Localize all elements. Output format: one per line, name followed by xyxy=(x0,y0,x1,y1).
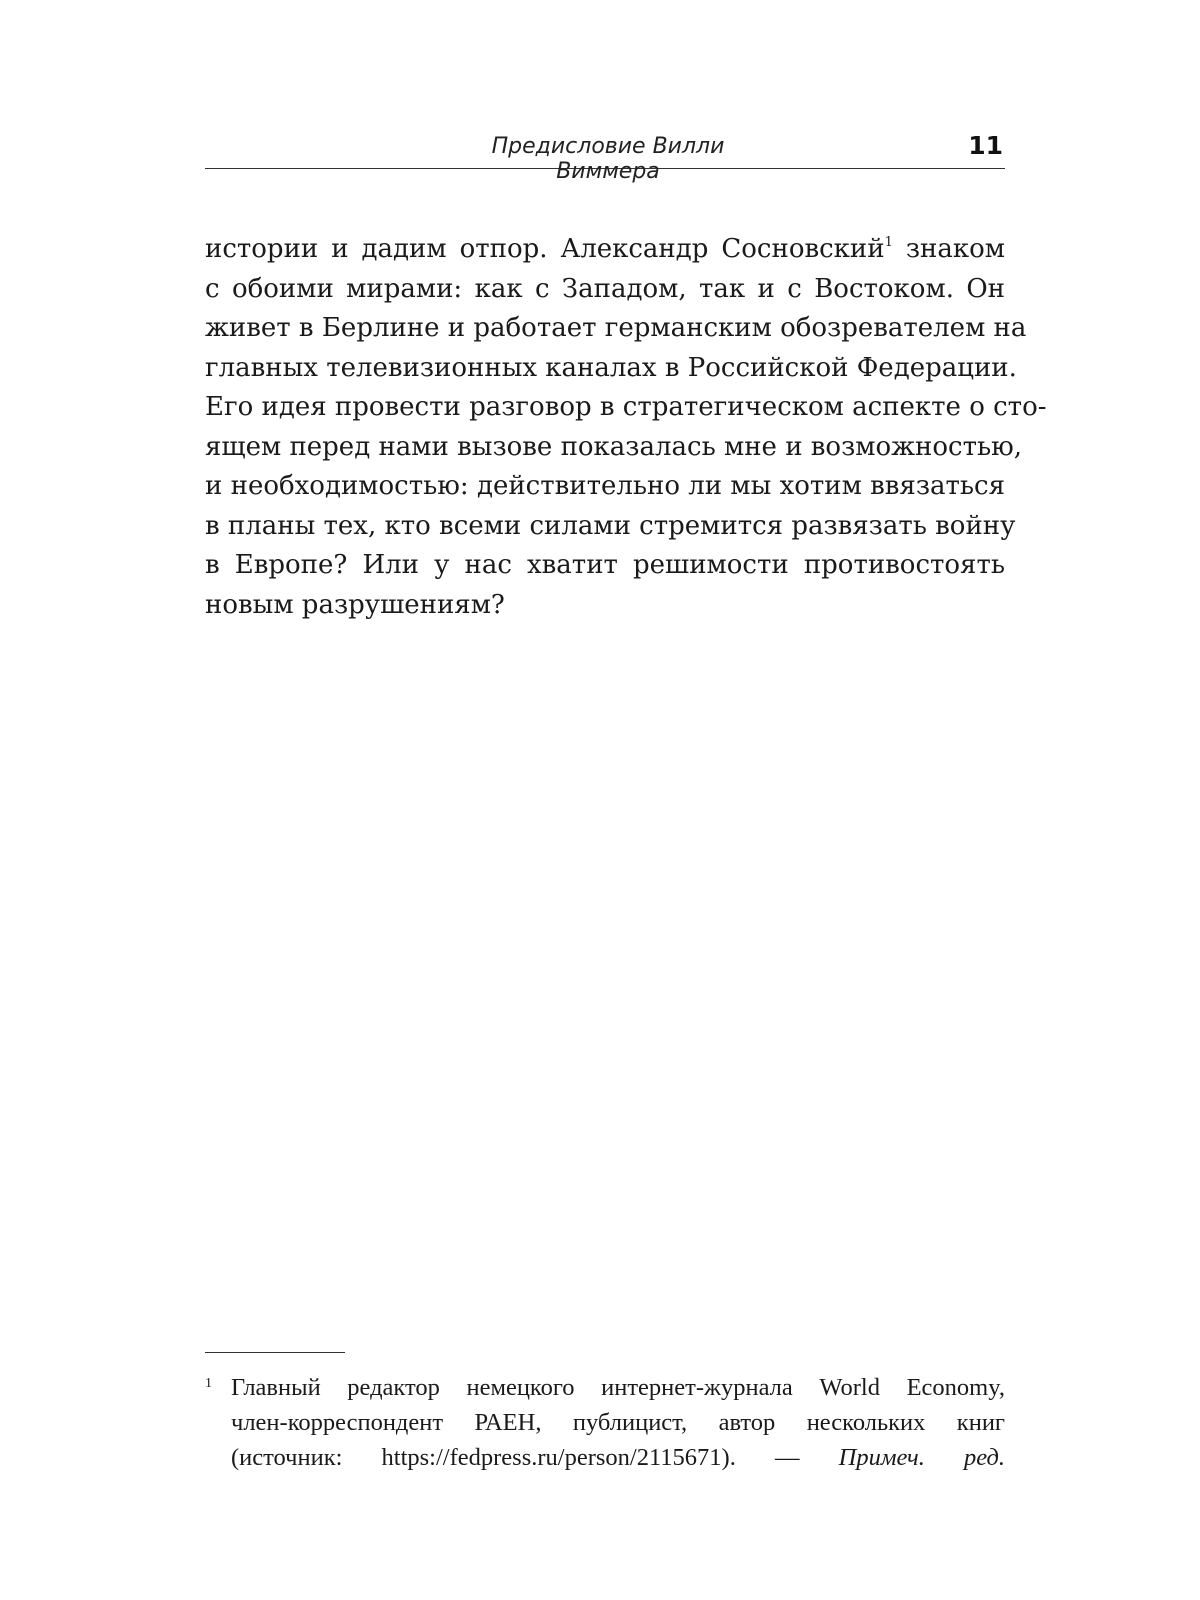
running-head xyxy=(205,128,1005,184)
body-line: главных телевизионных каналах в Российской Федерации. xyxy=(205,352,1017,383)
body-line: в планы тех, кто всеми силами стремится развязать войну xyxy=(205,510,1016,541)
footnote-line: член-корреспондент РАЕН, публицист, автор нескольких книг xyxy=(231,1409,1005,1436)
footnote-reference[interactable]: 1 xyxy=(884,235,893,250)
page-number: 11 xyxy=(968,131,1003,160)
body-line: с обоими мирами: как с Западом, так и с Востоком. Он xyxy=(205,273,1005,304)
body-line: в Европе? Или у нас хватит решимости противостоять xyxy=(205,550,1005,580)
footnote-line: Главный редактор немецкого интернет-журнала World Economy, xyxy=(231,1374,1005,1401)
footnote-divider xyxy=(205,1352,345,1353)
body-line: ящем перед нами вызове показалась мне и возможностью, xyxy=(205,431,1023,462)
body-line-text: истории и дадим отпор. Александр Сосновский xyxy=(205,234,885,264)
body-line xyxy=(205,230,1005,270)
footnote-source: (источник: https://fedpress.ru/person/2115671). — xyxy=(231,1444,800,1471)
body-line-text: знаком xyxy=(905,234,1006,264)
footnote-line xyxy=(231,1440,1005,1475)
body-line: живет в Берлине и работает германским обозревателем на xyxy=(205,313,1027,343)
body-line: Его идея провести разговор в стратегическом аспекте о сто- xyxy=(205,392,1047,422)
footnote-text xyxy=(231,1370,1005,1475)
footnote-marker: 1 xyxy=(205,1376,212,1391)
body-paragraph xyxy=(205,230,1047,625)
editor-note: Примеч. ред. xyxy=(838,1444,1005,1471)
body-line: новым разрушениям? xyxy=(205,589,505,620)
running-title: Предисловие Вилли Виммера xyxy=(491,134,725,184)
body-line: и необходимостью: действительно ли мы хотим ввязаться xyxy=(205,471,1005,501)
